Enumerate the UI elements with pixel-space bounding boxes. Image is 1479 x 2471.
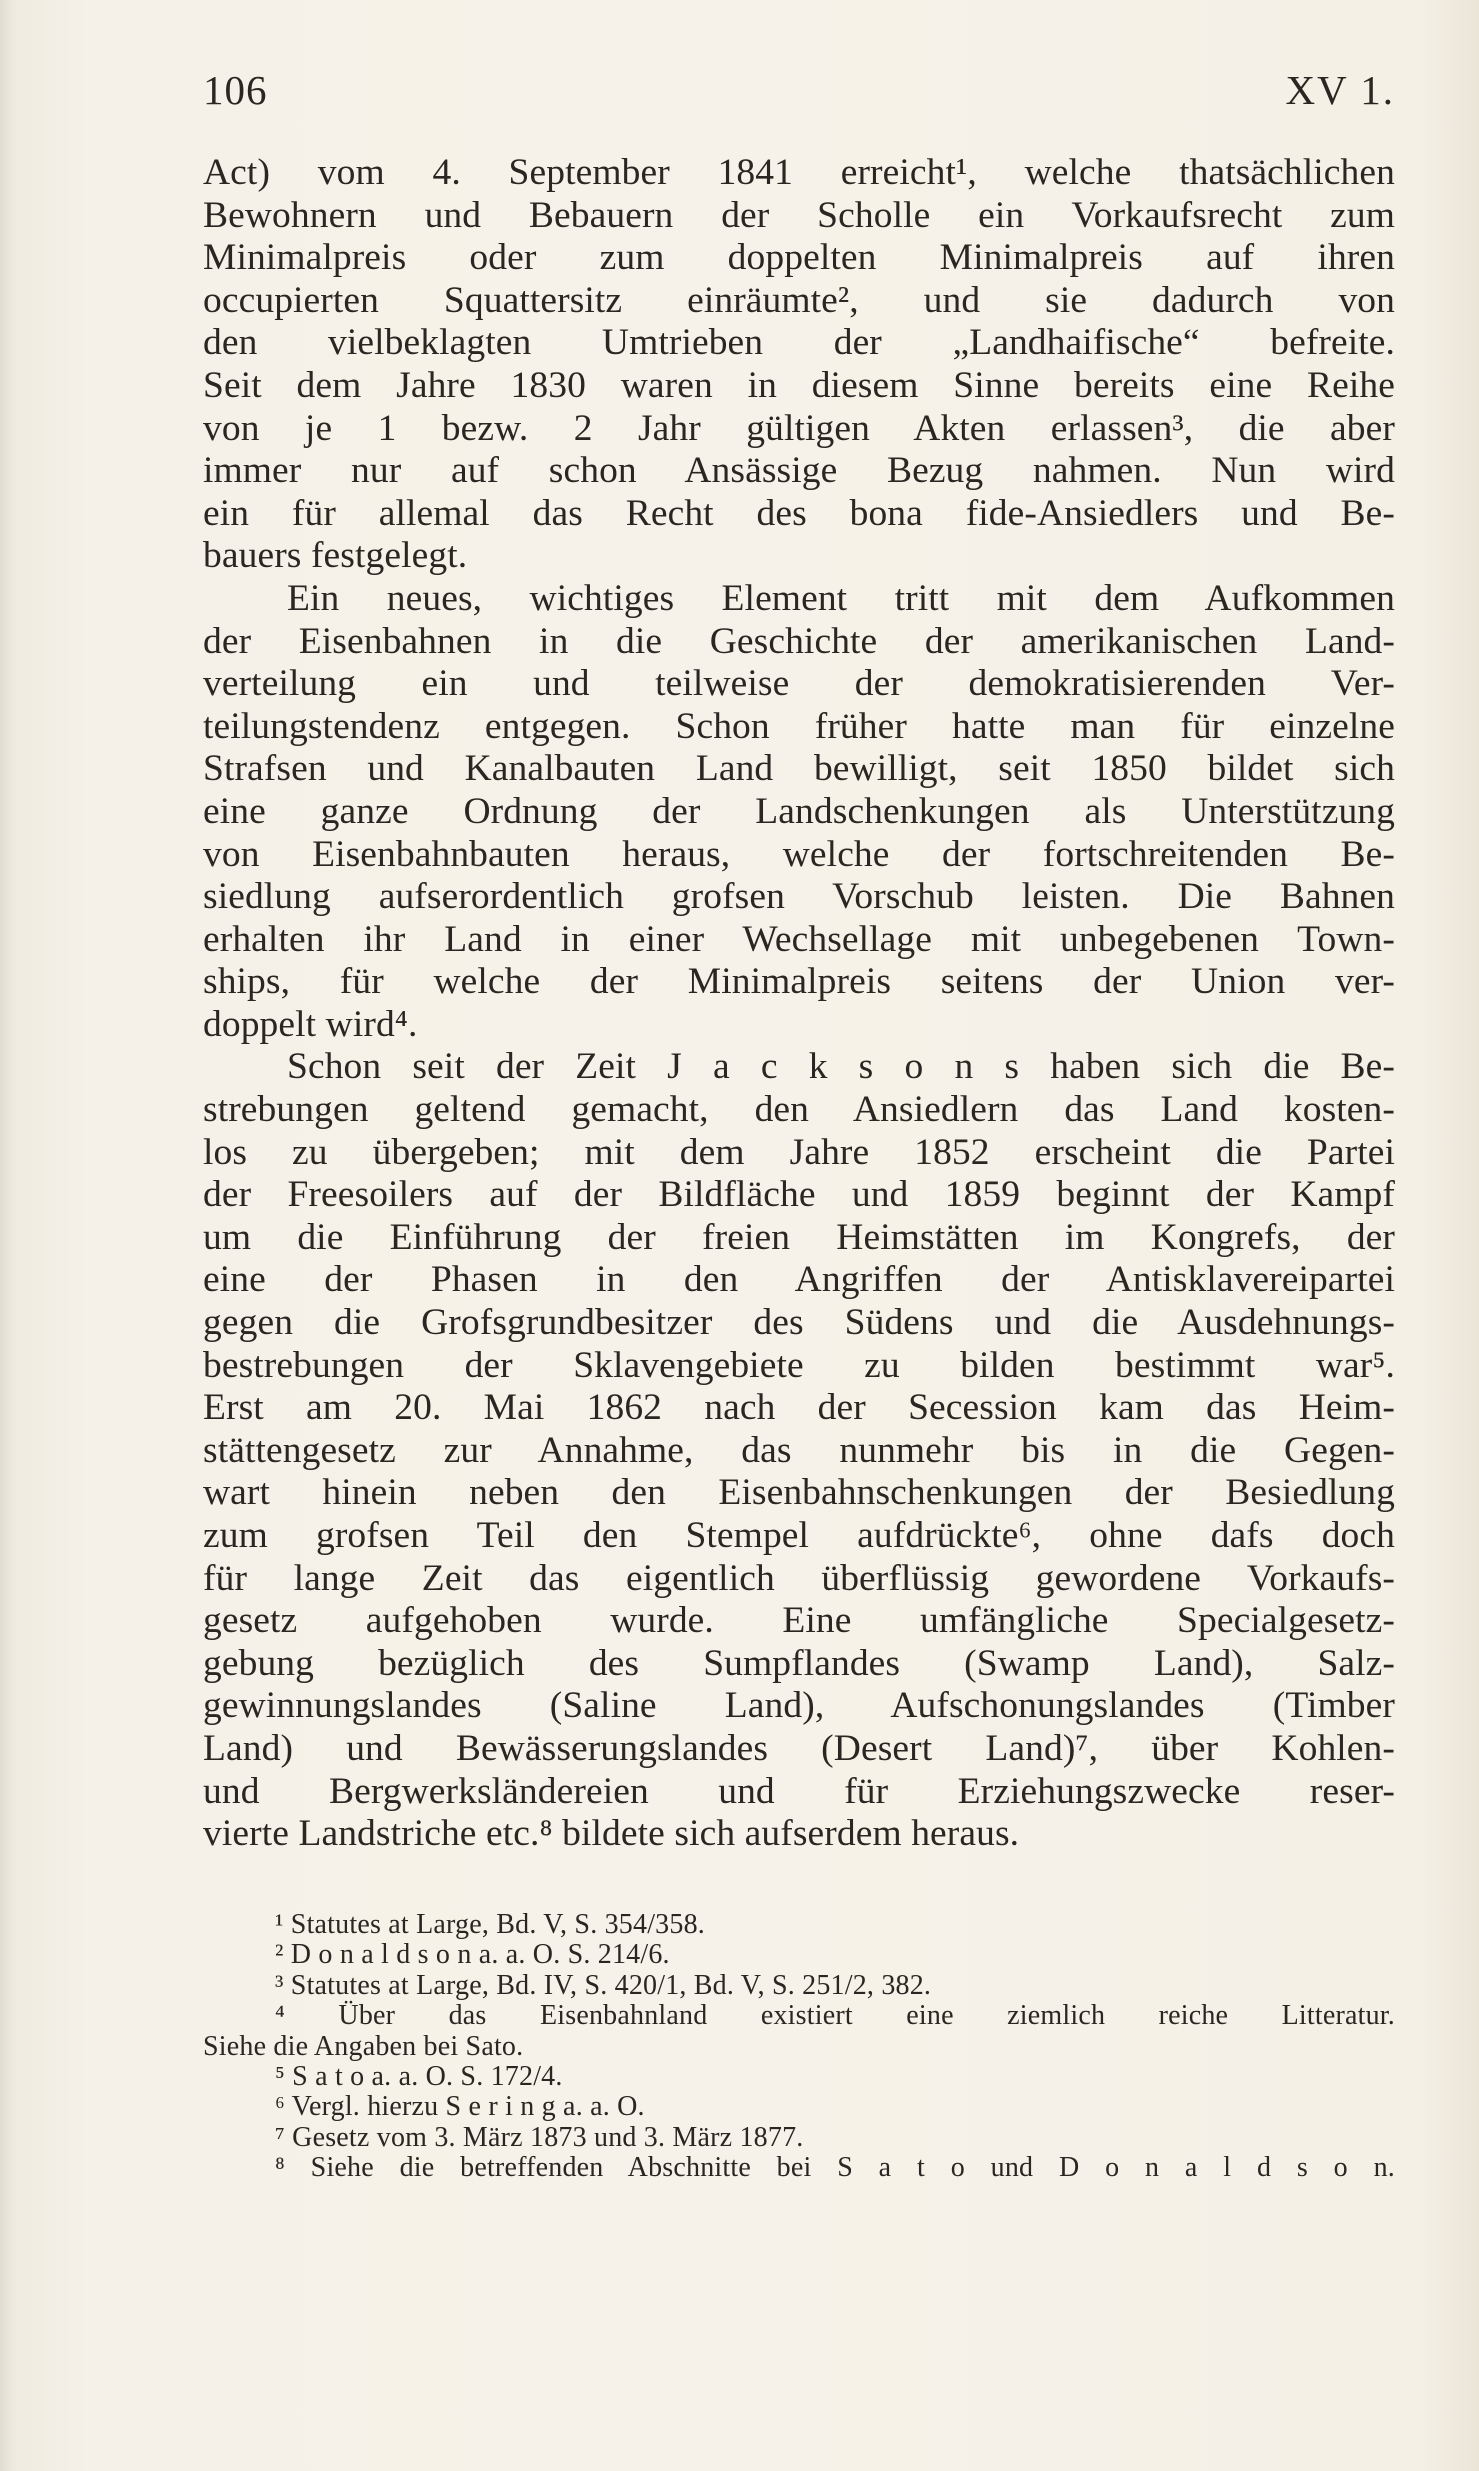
body-line: den vielbeklagten Umtrieben der „Landhaifische“ befreite. [203,322,1395,364]
body-line: Land) und Bewässerungslandes (Desert Land)⁷, über Kohlen- [203,1727,1395,1769]
footnote-line: ⁶ Vergl. hierzu S e r i n g a. a. O. [275,2091,645,2123]
body-line: der Freesoilers auf der Bildfläche und 1859 beginnt der Kampf [203,1174,1395,1216]
footnote-line: ¹ Statutes at Large, Bd. V, S. 354/358. [275,1909,705,1940]
body-line: bauers festgelegt. [203,535,468,577]
body-line: gesetz aufgehoben wurde. Eine umfängliche Specialgesetz- [203,1600,1395,1642]
body-line: ships, für welche der Minimalpreis seitens der Union ver- [203,961,1395,1003]
footnote-line: ⁷ Gesetz vom 3. März 1873 und 3. März 1877. [275,2121,804,2153]
body-line: Seit dem Jahre 1830 waren in diesem Sinne bereits eine Reihe [203,364,1395,406]
footnote-line: Siehe die Angaben bei Sato. [203,2030,524,2062]
footnote-line: ³ Statutes at Large, Bd. IV, S. 420/1, Bd. V, S. 251/2, 382. [275,1969,932,2001]
body-line: ein für allemal das Recht des bona fide-Ansiedlers und Be- [203,492,1395,534]
body-line: eine ganze Ordnung der Landschenkungen als Unterstützung [203,790,1395,832]
body-line: Act) vom 4. September 1841 erreicht¹, welche thatsächlichen [203,152,1395,193]
body-line: zum grofsen Teil den Stempel aufdrückte⁶, ohne dafs doch [203,1515,1395,1556]
body-line: um die Einführung der freien Heimstätten im Kongrefs, der [203,1216,1395,1258]
body-line: verteilung ein und teilweise der demokratisierenden Ver- [203,663,1395,705]
body-line: stättengesetz zur Annahme, das nunmehr bis in die Gegen- [203,1429,1395,1471]
running-head: XV 1. [1285,67,1395,113]
body-line: Strafsen und Kanalbauten Land bewilligt, seit 1850 bildet sich [203,748,1395,790]
body-line: wart hinein neben den Eisenbahnschenkungen der Besiedlung [203,1472,1395,1514]
body-line: strebungen geltend gemacht, den Ansiedlern das Land kosten- [203,1089,1395,1131]
body-line: gewinnungslandes (Saline Land), Aufschonungslandes (Timber [203,1685,1395,1727]
body-line: vierte Landstriche etc.⁸ bildete sich aufserdem heraus. [203,1813,1020,1855]
body-line: Minimalpreis oder zum doppelten Minimalpreis auf ihren [203,237,1395,279]
body-line: doppelt wird⁴. [203,1003,418,1045]
body-line: bestrebungen der Sklavengebiete zu bilden bestimmt war⁵. [203,1344,1395,1386]
body-line: von je 1 bezw. 2 Jahr gültigen Akten erlassen³, die aber [203,407,1395,449]
body-line: gegen die Grofsgrundbesitzer des Südens und die Ausdehnungs- [203,1302,1395,1344]
footnote-line: ⁵ S a t o a. a. O. S. 172/4. [275,2060,563,2092]
body-line: eine der Phasen in den Angriffen der Antisklavereipartei [203,1259,1395,1301]
footnote-line: ² D o n a l d s o n a. a. O. S. 214/6. [275,1939,670,1971]
page-header [203,66,1395,116]
footnote-line: ⁸ Siehe die betreffenden Abschnitte bei S a t o und D o n a l d s o n. [275,2152,1395,2184]
spine-shadow [0,0,14,2471]
body-line: gebung bezüglich des Sumpflandes (Swamp Land), Salz- [203,1642,1395,1684]
body-line: von Eisenbahnbauten heraus, welche der fortschreitenden Be- [203,833,1395,875]
body-line: Erst am 20. Mai 1862 nach der Secession kam das Heim- [203,1387,1395,1429]
body-line: erhalten ihr Land in einer Wechsellage mit unbegebenen Town- [203,918,1395,960]
body-line: Ein neues, wichtiges Element tritt mit dem Aufkommen [287,577,1395,619]
body-line: siedlung aufserordentlich grofsen Vorschub leisten. Die Bahnen [203,876,1395,918]
body-line: und Bergwerksländereien und für Erziehungszwecke reser- [203,1770,1395,1812]
body-line: immer nur auf schon Ansässige Bezug nahmen. Nun wird [203,450,1395,492]
body-line: für lange Zeit das eigentlich überflüssig gewordene Vorkaufs- [203,1557,1395,1599]
body-line: los zu übergeben; mit dem Jahre 1852 erscheint die Partei [203,1131,1395,1173]
body-line: occupierten Squattersitz einräumte², und sie dadurch von [203,279,1395,321]
body-line: der Eisenbahnen in die Geschichte der amerikanischen Land- [203,620,1395,662]
body-line: Bewohnern und Bebauern der Scholle ein Vorkaufsrecht zum [203,194,1395,236]
body-text [203,152,1395,1856]
body-line: Schon seit der Zeit J a c k s o n s haben sich die Be- [287,1046,1395,1088]
page-number: 106 [203,67,268,113]
body-line: teilungstendenz entgegen. Schon früher hatte man für einzelne [203,705,1395,747]
footnote-line: ⁴ Über das Eisenbahnland existiert eine ziemlich reiche Litteratur. [275,2000,1395,2032]
footnotes [203,1910,1395,2184]
